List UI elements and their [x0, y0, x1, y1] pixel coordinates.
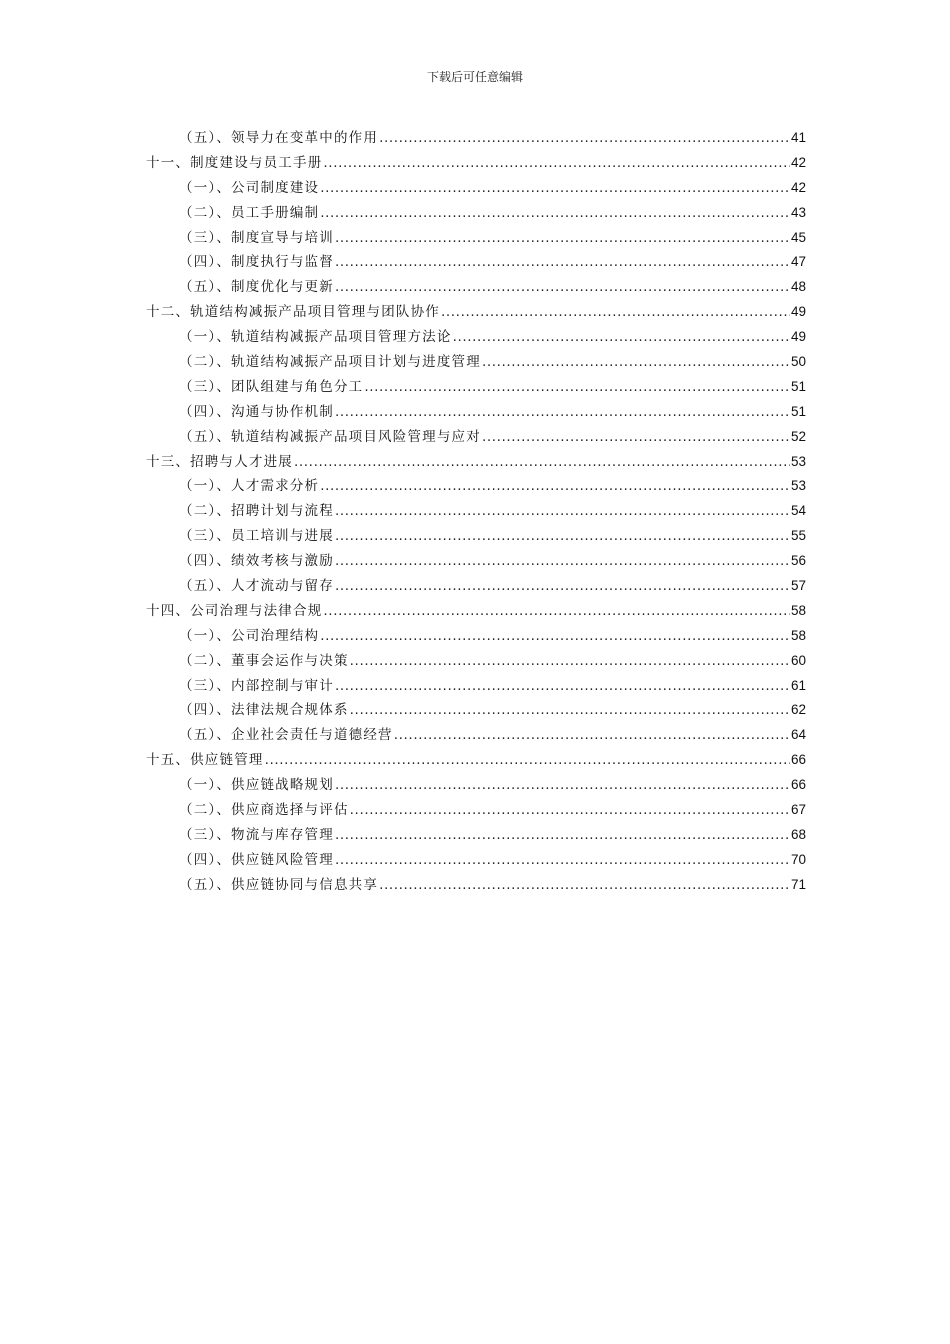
toc-dot-leader	[320, 624, 790, 649]
toc-dot-leader	[350, 649, 790, 674]
toc-dot-leader	[350, 698, 790, 723]
toc-dot-leader	[335, 400, 790, 425]
toc-entry-page-number: 53	[790, 478, 806, 494]
toc-entry-title: 十二、轨道结构减振产品项目管理与团队协作	[146, 304, 440, 321]
toc-entry-page-number: 66	[790, 752, 806, 768]
toc-entry-page-number: 47	[790, 254, 806, 270]
toc-entry-page-number: 52	[790, 428, 806, 444]
toc-entry-title: （五）、供应链协同与信息共享	[179, 876, 379, 893]
toc-section-entry[interactable]	[146, 624, 806, 649]
toc-entry-title: （三）、内部控制与审计	[179, 677, 334, 694]
toc-entry-title: （一）、人才需求分析	[179, 478, 320, 495]
toc-section-entry[interactable]	[146, 798, 806, 823]
toc-dot-leader	[335, 549, 790, 574]
toc-section-entry[interactable]	[146, 275, 806, 300]
toc-entry-title: （一）、供应链战略规划	[179, 777, 334, 794]
toc-section-entry[interactable]	[146, 873, 806, 898]
toc-entry-page-number: 66	[790, 777, 806, 793]
toc-dot-leader	[335, 524, 790, 549]
toc-entry-title: （五）、制度优化与更新	[179, 279, 334, 296]
toc-entry-title: （一）、公司制度建设	[179, 179, 320, 196]
toc-entry-title: （五）、人才流动与留存	[179, 578, 334, 595]
toc-section-entry[interactable]	[146, 698, 806, 723]
toc-dot-leader	[335, 250, 790, 275]
toc-entry-page-number: 71	[790, 876, 806, 892]
toc-dot-leader	[265, 748, 790, 773]
toc-dot-leader	[453, 325, 790, 350]
toc-entry-title: 十四、公司治理与法律合规	[146, 602, 323, 619]
toc-section-entry[interactable]	[146, 848, 806, 873]
toc-entry-page-number: 62	[790, 702, 806, 718]
toc-entry-page-number: 68	[790, 826, 806, 842]
toc-dot-leader	[335, 275, 790, 300]
toc-entry-page-number: 58	[790, 602, 806, 618]
toc-entry-title: （二）、供应商选择与评估	[179, 802, 349, 819]
toc-dot-leader	[379, 126, 790, 151]
toc-entry-title: （五）、企业社会责任与道德经营	[179, 727, 393, 744]
toc-dot-leader	[364, 375, 790, 400]
toc-entry-page-number: 54	[790, 503, 806, 519]
toc-entry-title: （三）、物流与库存管理	[179, 826, 334, 843]
toc-dot-leader	[335, 499, 790, 524]
toc-dot-leader	[335, 674, 790, 699]
toc-entry-title: （四）、供应链风险管理	[179, 851, 334, 868]
toc-dot-leader	[482, 350, 790, 375]
toc-dot-leader	[335, 574, 790, 599]
toc-entry-title: （三）、员工培训与进展	[179, 528, 334, 545]
toc-dot-leader	[335, 823, 790, 848]
toc-entry-page-number: 41	[790, 130, 806, 145]
toc-section-entry[interactable]	[146, 375, 806, 400]
toc-entry-title: （一）、公司治理结构	[179, 627, 320, 644]
toc-section-entry[interactable]	[146, 176, 806, 201]
toc-entry-title: （三）、制度宣导与培训	[179, 229, 334, 246]
toc-section-entry[interactable]	[146, 325, 806, 350]
toc-section-entry[interactable]	[146, 250, 806, 275]
toc-dot-leader	[320, 176, 790, 201]
toc-dot-leader	[320, 201, 790, 226]
toc-entry-title: 十五、供应链管理	[146, 752, 264, 769]
toc-dot-leader	[335, 848, 790, 873]
toc-entry-page-number: 61	[790, 677, 806, 693]
toc-section-entry[interactable]	[146, 649, 806, 674]
toc-entry-page-number: 58	[790, 627, 806, 643]
toc-dot-leader	[335, 226, 790, 251]
toc-dot-leader	[441, 300, 790, 325]
table-of-contents	[146, 126, 806, 898]
toc-entry-page-number: 55	[790, 528, 806, 544]
page-header: 下载后可任意编辑	[426, 70, 523, 84]
toc-entry-title: （一）、轨道结构减振产品项目管理方法论	[179, 329, 452, 346]
toc-section-entry[interactable]	[146, 549, 806, 574]
toc-entry-title: 十一、制度建设与员工手册	[146, 154, 323, 171]
toc-entry-title: （二）、轨道结构减振产品项目计划与进度管理	[179, 354, 481, 371]
toc-dot-leader	[323, 599, 790, 624]
toc-dot-leader	[350, 798, 790, 823]
toc-section-entry[interactable]	[146, 823, 806, 848]
toc-entry-page-number: 51	[790, 403, 806, 419]
toc-entry-title: （五）、轨道结构减振产品项目风险管理与应对	[179, 428, 481, 445]
toc-entry-page-number: 67	[790, 802, 806, 818]
toc-chapter-entry[interactable]	[146, 748, 806, 773]
toc-section-entry[interactable]	[146, 201, 806, 226]
toc-section-entry[interactable]	[146, 723, 806, 748]
toc-entry-page-number: 56	[790, 553, 806, 569]
toc-entry-title: （二）、员工手册编制	[179, 204, 320, 221]
toc-entry-page-number: 48	[790, 279, 806, 295]
toc-section-entry[interactable]	[146, 425, 806, 450]
toc-entry-title: （四）、制度执行与监督	[179, 254, 334, 271]
toc-dot-leader	[294, 450, 790, 475]
toc-entry-title: （五）、领导力在变革中的作用	[179, 130, 379, 146]
toc-entry-page-number: 51	[790, 378, 806, 394]
toc-entry-page-number: 60	[790, 652, 806, 668]
toc-section-entry[interactable]	[146, 773, 806, 798]
toc-entry-page-number: 53	[790, 453, 806, 469]
toc-section-entry[interactable]	[146, 499, 806, 524]
toc-entry-title: （四）、法律法规合规体系	[179, 702, 349, 719]
toc-entry-page-number: 70	[790, 851, 806, 867]
toc-entry-title: （二）、董事会运作与决策	[179, 652, 349, 669]
toc-section-entry[interactable]	[146, 524, 806, 549]
toc-entry-page-number: 49	[790, 304, 806, 320]
toc-entry-page-number: 45	[790, 229, 806, 245]
toc-section-entry[interactable]	[146, 674, 806, 699]
toc-entry-page-number: 42	[790, 179, 806, 195]
toc-section-entry[interactable]	[146, 350, 806, 375]
toc-entry-page-number: 43	[790, 204, 806, 220]
toc-dot-leader	[394, 723, 790, 748]
toc-entry-title: （二）、招聘计划与流程	[179, 503, 334, 520]
toc-entry-page-number: 42	[790, 154, 806, 170]
toc-chapter-entry[interactable]	[146, 151, 806, 176]
toc-chapter-entry[interactable]	[146, 450, 806, 475]
toc-entry-page-number: 50	[790, 354, 806, 370]
toc-chapter-entry[interactable]	[146, 300, 806, 325]
toc-section-entry[interactable]	[146, 400, 806, 425]
toc-entry-title: （三）、团队组建与角色分工	[179, 378, 364, 395]
toc-entry-page-number: 49	[790, 329, 806, 345]
toc-dot-leader	[335, 773, 790, 798]
toc-dot-leader	[323, 151, 790, 176]
toc-entry-title: （四）、绩效考核与激励	[179, 553, 334, 570]
toc-chapter-entry[interactable]	[146, 599, 806, 624]
toc-section-entry[interactable]	[146, 574, 806, 599]
toc-dot-leader	[482, 425, 790, 450]
toc-entry-page-number: 57	[790, 578, 806, 594]
toc-entry-title: （四）、沟通与协作机制	[179, 403, 334, 420]
toc-section-entry[interactable]	[146, 474, 806, 499]
toc-entry-page-number: 64	[790, 727, 806, 743]
toc-dot-leader	[320, 474, 790, 499]
toc-section-entry[interactable]	[146, 226, 806, 251]
toc-dot-leader	[379, 873, 790, 898]
toc-entry-title: 十三、招聘与人才进展	[146, 453, 293, 470]
toc-section-entry[interactable]	[146, 126, 806, 151]
